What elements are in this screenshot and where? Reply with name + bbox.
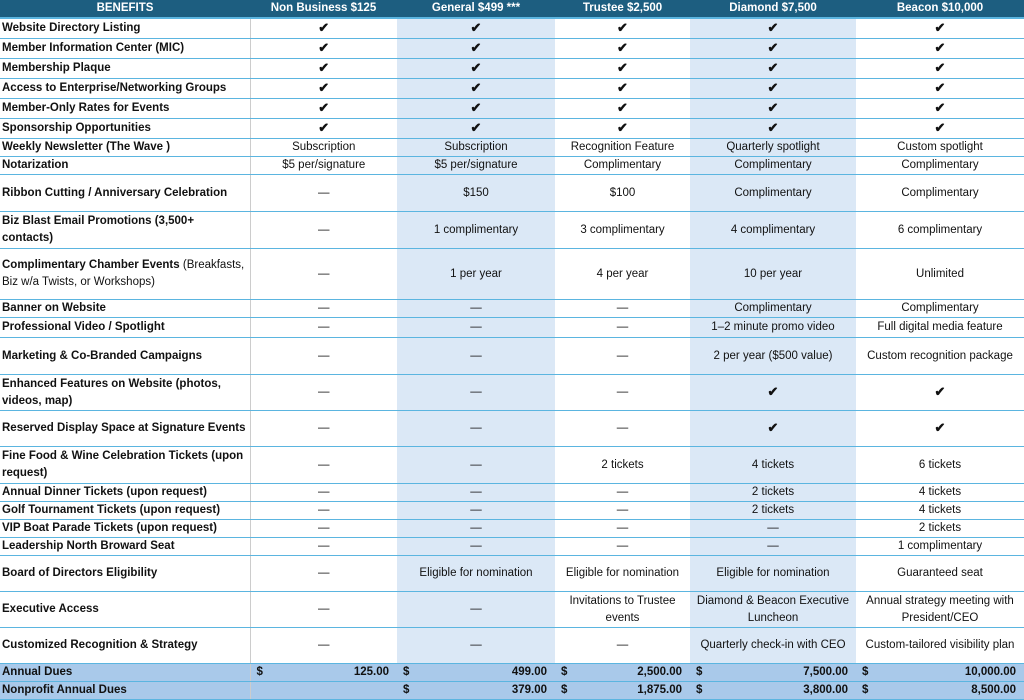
check-icon: ✔ (397, 119, 555, 139)
check-icon: ✔ (856, 18, 1024, 39)
tier-value: — (250, 411, 397, 447)
dues-amount: $ 499.00 (397, 664, 555, 682)
tier-value: — (555, 375, 690, 411)
tier-value: 4 complimentary (690, 212, 856, 249)
benefit-name: Leadership North Broward Seat (2, 540, 175, 552)
tier-value: 3 complimentary (555, 212, 690, 249)
tier-value: Recognition Feature (555, 139, 690, 157)
benefit-name: Website Directory Listing (2, 22, 141, 34)
tier-value: — (397, 318, 555, 338)
tier-value: Complimentary (555, 157, 690, 175)
tier-value: Unlimited (856, 249, 1024, 300)
tier-value: — (250, 592, 397, 628)
column-header: BENEFITS (0, 0, 250, 18)
tier-value: — (397, 375, 555, 411)
benefit-name: Banner on Website (2, 302, 106, 314)
check-icon: ✔ (555, 79, 690, 99)
tier-value: — (250, 375, 397, 411)
dues-amount: $ 3,800.00 (690, 682, 856, 700)
table-row (0, 447, 1024, 484)
tier-value: Full digital media feature (856, 318, 1024, 338)
check-icon: ✔ (397, 18, 555, 39)
benefit-label (0, 212, 250, 249)
check-icon: ✔ (250, 18, 397, 39)
check-icon: ✔ (250, 99, 397, 119)
column-header: Beacon $10,000 (856, 0, 1024, 18)
tier-value: — (250, 318, 397, 338)
benefit-label (0, 59, 250, 79)
table-row (0, 538, 1024, 556)
benefit-label (0, 628, 250, 664)
tier-value: Subscription (397, 139, 555, 157)
tier-value: — (690, 520, 856, 538)
dues-amount: $ 7,500.00 (690, 664, 856, 682)
benefit-label (0, 318, 250, 338)
table-row (0, 300, 1024, 318)
table-row (0, 249, 1024, 300)
table-row (0, 139, 1024, 157)
check-icon: ✔ (690, 39, 856, 59)
dues-row (0, 664, 1024, 682)
table-row (0, 318, 1024, 338)
table-row (0, 556, 1024, 592)
tier-value: — (250, 300, 397, 318)
benefit-name: Complimentary Chamber Events (2, 259, 180, 271)
table-row (0, 99, 1024, 119)
tier-value: — (397, 592, 555, 628)
check-icon: ✔ (397, 79, 555, 99)
tier-value: 2 tickets (555, 447, 690, 484)
check-icon: ✔ (555, 99, 690, 119)
table-row (0, 175, 1024, 212)
table-row (0, 59, 1024, 79)
tier-value: Eligible for nomination (397, 556, 555, 592)
table-row (0, 338, 1024, 375)
benefit-name: Fine Food & Wine Celebration Tickets (upon request) (2, 450, 244, 479)
tier-value: — (555, 502, 690, 520)
table-row (0, 520, 1024, 538)
benefit-name: Reserved Display Space at Signature Events (2, 422, 246, 434)
tier-value: 4 per year (555, 249, 690, 300)
check-icon: ✔ (555, 59, 690, 79)
tier-value: — (397, 411, 555, 447)
check-icon: ✔ (856, 59, 1024, 79)
check-icon: ✔ (690, 411, 856, 447)
table-row (0, 592, 1024, 628)
benefit-label (0, 502, 250, 520)
check-icon: ✔ (397, 99, 555, 119)
tier-value: — (250, 628, 397, 664)
tier-value: 10 per year (690, 249, 856, 300)
tier-value: Quarterly check-in with CEO (690, 628, 856, 664)
dues-amount: $ 1,875.00 (555, 682, 690, 700)
tier-value: — (555, 318, 690, 338)
check-icon: ✔ (856, 99, 1024, 119)
check-icon: ✔ (856, 39, 1024, 59)
benefit-name: Board of Directors Eligibility (2, 567, 158, 579)
tier-value: — (397, 447, 555, 484)
tier-value: Subscription (250, 139, 397, 157)
benefit-name: Ribbon Cutting / Anniversary Celebration (2, 186, 228, 199)
tier-value: 4 tickets (856, 502, 1024, 520)
benefit-name: Customized Recognition & Strategy (2, 639, 198, 651)
tier-value: Guaranteed seat (856, 556, 1024, 592)
tier-value: — (250, 212, 397, 249)
header-row (0, 0, 1024, 18)
tier-value: $5 per/signature (397, 157, 555, 175)
tier-value: — (397, 484, 555, 502)
tier-value: 6 complimentary (856, 212, 1024, 249)
benefit-name: Sponsorship Opportunities (2, 122, 151, 134)
benefit-label (0, 300, 250, 318)
table-row (0, 484, 1024, 502)
check-icon: ✔ (690, 119, 856, 139)
tier-value: — (250, 249, 397, 300)
benefit-label (0, 119, 250, 139)
check-icon: ✔ (555, 39, 690, 59)
check-icon: ✔ (250, 39, 397, 59)
check-icon: ✔ (856, 375, 1024, 411)
benefit-label (0, 139, 250, 157)
check-icon: ✔ (690, 18, 856, 39)
benefit-label (0, 447, 250, 484)
dues-amount: $ 125.00 (250, 664, 397, 682)
benefit-name: Executive Access (2, 603, 99, 615)
benefit-name: Membership Plaque (2, 62, 111, 74)
tier-value: — (250, 556, 397, 592)
benefit-label (0, 484, 250, 502)
tier-value: 2 tickets (690, 502, 856, 520)
check-icon: ✔ (690, 99, 856, 119)
benefit-label (0, 411, 250, 447)
dues-label: Nonprofit Annual Dues (0, 682, 250, 700)
tier-value: — (555, 300, 690, 318)
check-icon: ✔ (555, 18, 690, 39)
tier-value: — (555, 338, 690, 375)
dues-row (0, 682, 1024, 700)
benefit-label (0, 338, 250, 375)
dues-amount: $ 2,500.00 (555, 664, 690, 682)
benefit-name: Access to Enterprise/Networking Groups (2, 82, 227, 94)
tier-value: — (250, 447, 397, 484)
tier-value: 4 tickets (690, 447, 856, 484)
tier-value: Quarterly spotlight (690, 139, 856, 157)
column-header: Trustee $2,500 (555, 0, 690, 18)
check-icon: ✔ (856, 119, 1024, 139)
benefit-label (0, 175, 250, 212)
tier-value: — (555, 411, 690, 447)
benefit-note: (Breakfasts, Biz w/a Twists, or Workshops) (2, 259, 245, 288)
table-row (0, 39, 1024, 59)
check-icon: ✔ (397, 59, 555, 79)
benefit-name: Weekly Newsletter (The Wave ) (2, 141, 171, 153)
dues-amount: $ 10,000.00 (856, 664, 1024, 682)
table-row (0, 628, 1024, 664)
table-row (0, 79, 1024, 99)
tier-value: — (250, 338, 397, 375)
tier-value: 1 per year (397, 249, 555, 300)
table-row (0, 411, 1024, 447)
tier-value: Custom-tailored visibility plan (856, 628, 1024, 664)
check-icon: ✔ (856, 411, 1024, 447)
benefit-name: Annual Dinner Tickets (upon request) (2, 486, 207, 498)
tier-value: 1 complimentary (397, 212, 555, 249)
table-row (0, 375, 1024, 411)
tier-value: Complimentary (690, 175, 856, 212)
tier-value: Eligible for nomination (555, 556, 690, 592)
tier-value: Custom recognition package (856, 338, 1024, 375)
benefit-label (0, 18, 250, 39)
tier-value: Diamond & Beacon Executive Luncheon (690, 592, 856, 628)
check-icon: ✔ (690, 375, 856, 411)
check-icon: ✔ (555, 119, 690, 139)
check-icon: ✔ (250, 59, 397, 79)
table-row (0, 212, 1024, 249)
tier-value: 2 tickets (856, 520, 1024, 538)
tier-value: — (397, 520, 555, 538)
check-icon: ✔ (397, 39, 555, 59)
table-row (0, 119, 1024, 139)
column-header: Diamond $7,500 (690, 0, 856, 18)
tier-value: Annual strategy meeting with President/CEO (856, 592, 1024, 628)
column-header: Non Business $125 (250, 0, 397, 18)
table-row (0, 157, 1024, 175)
benefit-label (0, 79, 250, 99)
benefit-label (0, 249, 250, 300)
check-icon: ✔ (690, 79, 856, 99)
benefit-name: Enhanced Features on Website (photos, videos, map) (2, 377, 221, 407)
benefit-label (0, 157, 250, 175)
benefit-label (0, 99, 250, 119)
tier-value: — (397, 502, 555, 520)
check-icon: ✔ (856, 79, 1024, 99)
column-header: General $499 *** (397, 0, 555, 18)
tier-value: — (397, 628, 555, 664)
benefit-label (0, 375, 250, 411)
benefit-name: Professional Video / Spotlight (2, 321, 165, 333)
tier-value: 1–2 minute promo video (690, 318, 856, 338)
benefit-name: Marketing & Co-Branded Campaigns (2, 349, 202, 362)
tier-value: — (397, 338, 555, 375)
tier-value: — (250, 175, 397, 212)
tier-value: — (690, 538, 856, 556)
benefit-label (0, 538, 250, 556)
dues-amount: $ 8,500.00 (856, 682, 1024, 700)
tier-value: Complimentary (856, 157, 1024, 175)
tier-value: Complimentary (856, 175, 1024, 212)
tier-value: 2 per year ($500 value) (690, 338, 856, 375)
dues-amount (250, 682, 397, 700)
dues-label: Annual Dues (0, 664, 250, 682)
benefit-name: Notarization (2, 159, 69, 171)
table-row (0, 502, 1024, 520)
tier-value: — (555, 484, 690, 502)
benefit-label (0, 39, 250, 59)
tier-value: Complimentary (690, 300, 856, 318)
tier-value: — (555, 628, 690, 664)
tier-value: Complimentary (856, 300, 1024, 318)
tier-value: — (250, 484, 397, 502)
tier-value: $5 per/signature (250, 157, 397, 175)
tier-value: — (397, 538, 555, 556)
benefit-label (0, 556, 250, 592)
benefit-label (0, 592, 250, 628)
benefit-name: Golf Tournament Tickets (upon request) (2, 504, 221, 516)
tier-value: — (397, 300, 555, 318)
tier-value: 2 tickets (690, 484, 856, 502)
tier-value: Invitations to Trustee events (555, 592, 690, 628)
tier-value: — (250, 520, 397, 538)
tier-value: $100 (555, 175, 690, 212)
tier-value: $150 (397, 175, 555, 212)
check-icon: ✔ (690, 59, 856, 79)
tier-value: 1 complimentary (856, 538, 1024, 556)
tier-value: — (250, 502, 397, 520)
table-row (0, 18, 1024, 39)
tier-value: 4 tickets (856, 484, 1024, 502)
benefit-name: Member Information Center (MIC) (2, 42, 185, 54)
check-icon: ✔ (250, 119, 397, 139)
benefit-name: Biz Blast Email Promotions (3,500+ contacts) (2, 215, 195, 244)
dues-amount: $ 379.00 (397, 682, 555, 700)
tier-value: Complimentary (690, 157, 856, 175)
benefit-name: Member-Only Rates for Events (2, 102, 170, 114)
benefit-name: VIP Boat Parade Tickets (upon request) (2, 522, 217, 534)
check-icon: ✔ (250, 79, 397, 99)
tier-value: 6 tickets (856, 447, 1024, 484)
tier-value: — (555, 538, 690, 556)
tier-value: Custom spotlight (856, 139, 1024, 157)
tier-value: Eligible for nomination (690, 556, 856, 592)
tier-value: — (250, 538, 397, 556)
tier-value: — (555, 520, 690, 538)
benefit-label (0, 520, 250, 538)
